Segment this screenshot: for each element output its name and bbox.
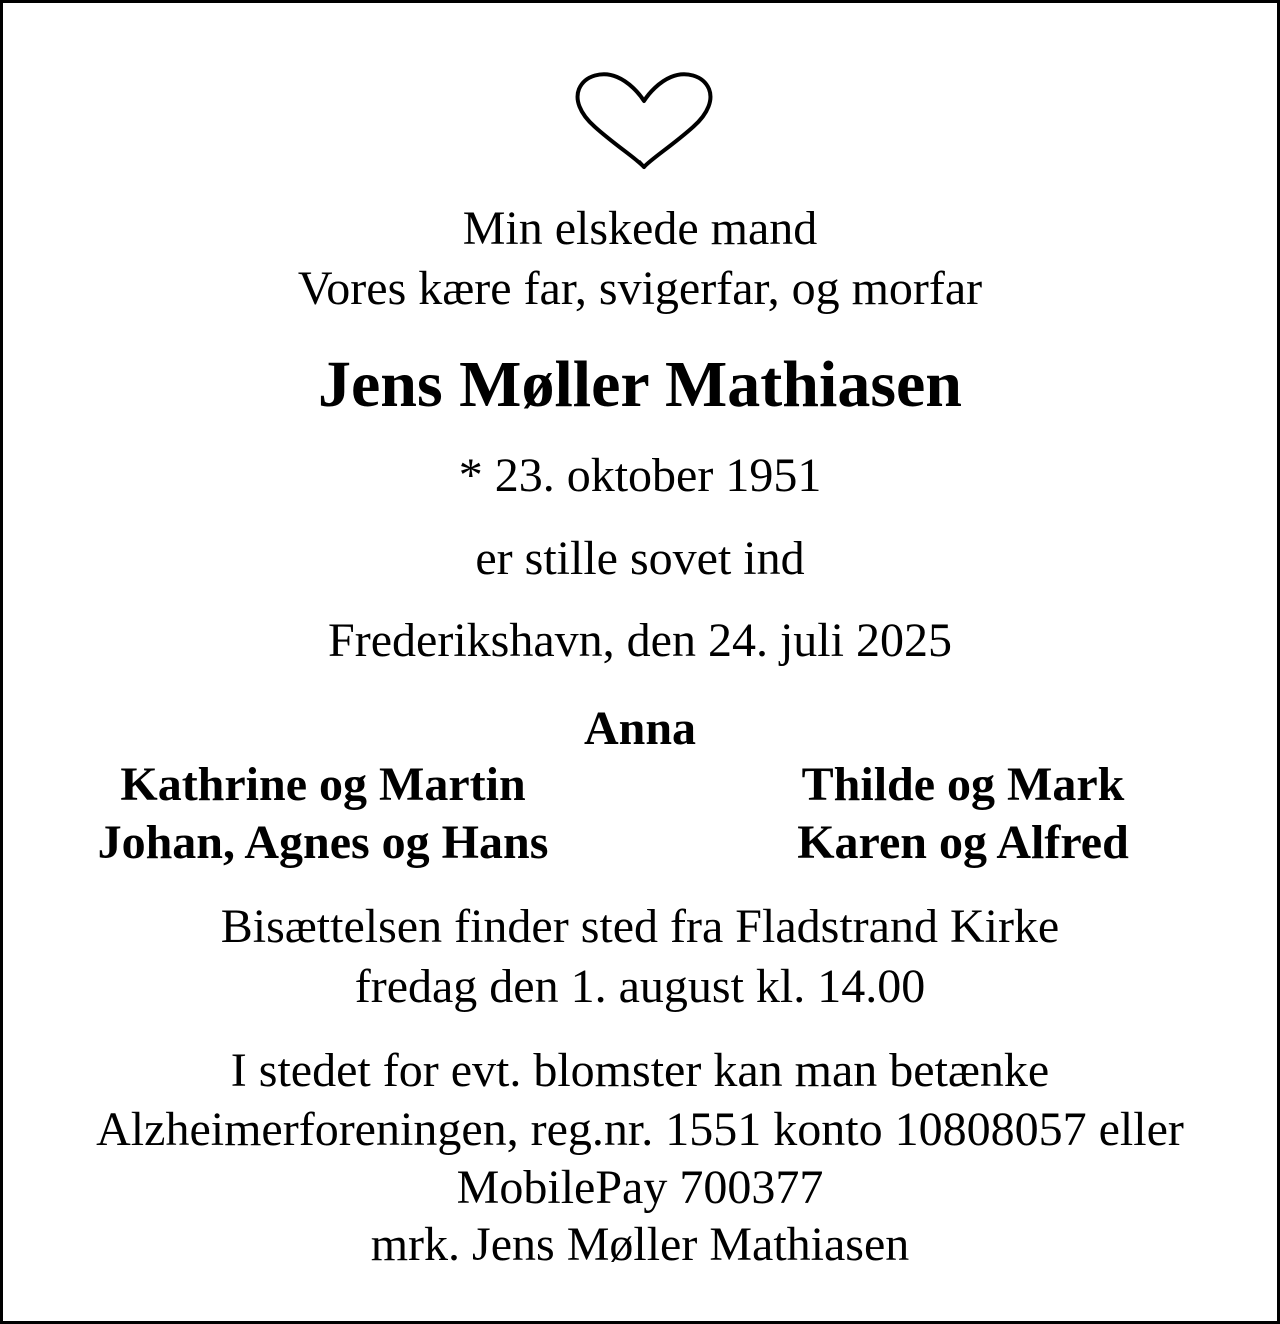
family-left-line-2: Johan, Agnes og Hans (97, 816, 549, 869)
deceased-name: Jens Møller Mathiasen (317, 348, 963, 421)
birth-date: * 23. oktober 1951 (458, 449, 822, 502)
funeral-line-1: Bisættelsen finder sted fra Fladstrand Kirke (220, 900, 1060, 953)
family-left-line-1: Kathrine og Martin (120, 758, 526, 811)
intro-line-2: Vores kære far, svigerfar, og morfar (297, 262, 983, 315)
funeral-line-2: fredag den 1. august kl. 14.00 (354, 960, 926, 1013)
donation-line-2: Alzheimerforeningen, reg.nr. 1551 konto 10808057 eller (96, 1103, 1184, 1156)
place-and-date: Frederikshavn, den 24. juli 2025 (328, 614, 952, 667)
heart-icon (571, 67, 717, 173)
donation-line-4: mrk. Jens Møller Mathiasen (370, 1218, 910, 1271)
family-right-line-2: Karen og Alfred (797, 816, 1129, 869)
donation-line-1: I stedet for evt. blomster kan man betænke (230, 1044, 1050, 1097)
passing-phrase: er stille sovet ind (475, 532, 805, 585)
family-right-line-1: Thilde og Mark (801, 758, 1125, 811)
intro-line-1: Min elskede mand (462, 202, 818, 255)
donation-line-3: MobilePay 700377 (456, 1161, 824, 1214)
spouse-name: Anna (583, 702, 697, 755)
